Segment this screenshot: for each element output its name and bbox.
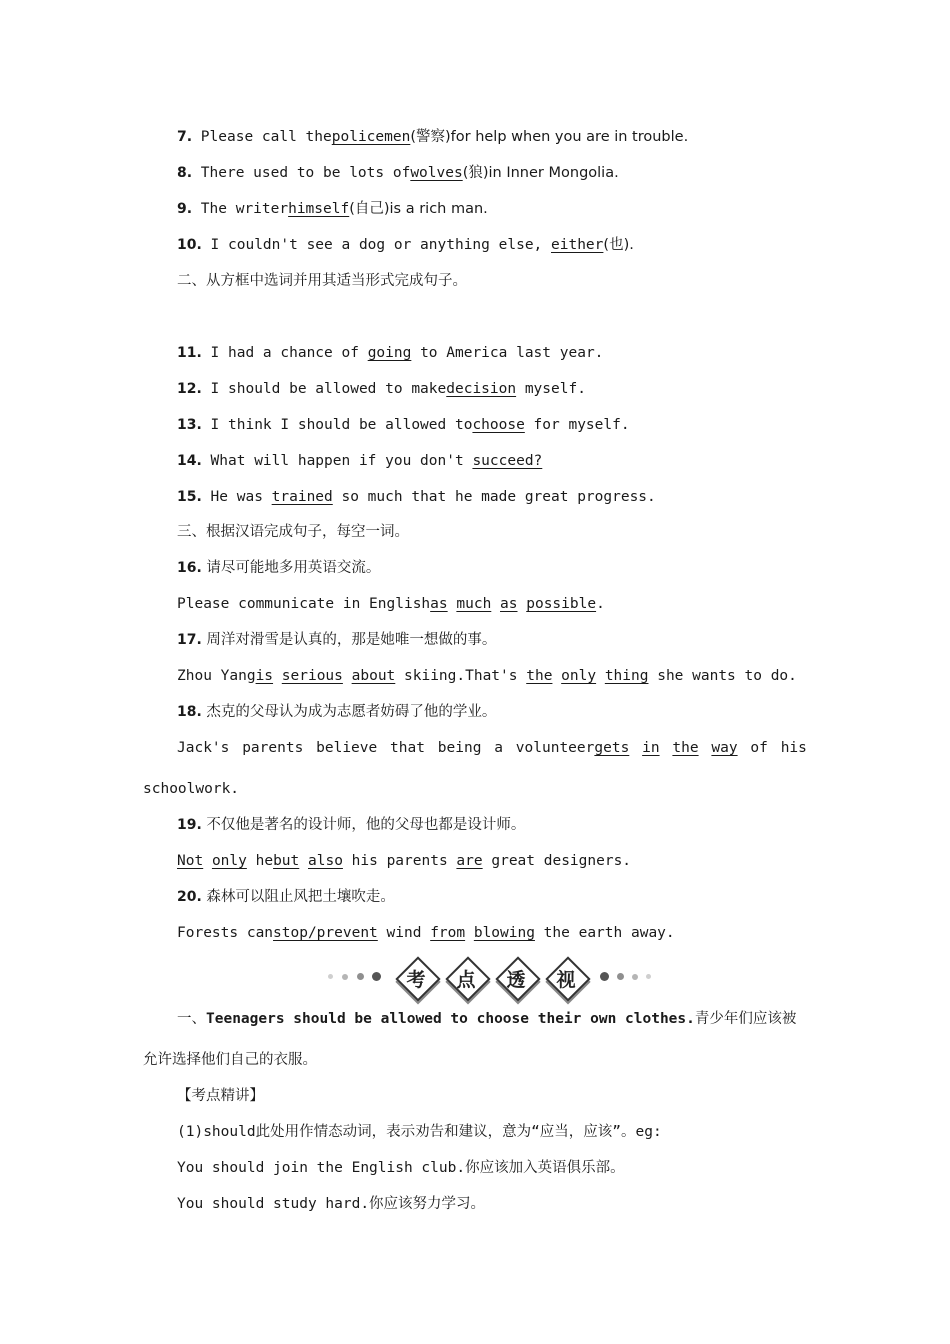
answer: decision (446, 381, 517, 397)
answer: choose (472, 417, 525, 433)
question-number: 20. (177, 889, 202, 905)
section-3-title: 三、根据汉语完成句子，每空一词。 (177, 524, 409, 540)
banner-diamond (396, 957, 436, 997)
answer: going (367, 345, 412, 361)
word: that (390, 740, 425, 756)
banner-char: 考 (406, 969, 426, 991)
key-point-1 (177, 1009, 796, 1029)
answer: way (711, 740, 738, 756)
key-point-1-continuation: 允许选择他们自己的衣服。 (143, 1052, 317, 1068)
question-number: 12. (177, 381, 202, 397)
question-text: I had a chance of (201, 345, 368, 361)
banner-char: 点 (456, 969, 476, 991)
example-sentence: You should study hard.你应该努力学习。 (177, 1196, 486, 1212)
word-group (516, 738, 630, 758)
word: being (437, 740, 482, 756)
question-text: Please call the (192, 129, 332, 145)
question-text: I should be allowed to make (201, 381, 447, 397)
answer: blowing (473, 925, 535, 941)
answer: trained (271, 489, 333, 505)
explanation-note: (1)should此处用作情态动词，表示劝告和建议，意为“应当，应该”。eg: (177, 1124, 662, 1140)
question-text: What will happen if you don't (201, 453, 473, 469)
banner-char: 透 (506, 969, 526, 991)
question-text: (也). (603, 237, 634, 253)
answer: Not (177, 853, 204, 869)
question-18-answer (177, 738, 807, 758)
dot-decoration (357, 973, 364, 980)
question-20-prompt (177, 887, 395, 907)
banner-diamond (446, 957, 486, 997)
dot-decoration (646, 974, 651, 979)
question-text: He was (201, 489, 272, 505)
answer: from (430, 925, 466, 941)
word: volunteer (515, 740, 595, 756)
word: believe (316, 740, 378, 756)
question-text: (警察)for help when you are in trouble. (410, 129, 689, 145)
sentence-text: . (596, 596, 605, 612)
answer: policemen (331, 129, 411, 145)
question-text: There used to be lots of (192, 165, 411, 181)
question-20-answer (177, 923, 675, 943)
chinese-prompt: 杰克的父母认为成为志愿者妨碍了他的学业。 (201, 704, 497, 720)
answer: possible (526, 596, 597, 612)
answer: in (642, 740, 660, 756)
dot-decoration (600, 972, 609, 981)
point-translation: 青少年们应该被 (694, 1011, 797, 1027)
chinese-prompt: 周洋对滑雪是认真的，那是她唯一想做的事。 (201, 632, 497, 648)
answer: either (551, 237, 604, 253)
question-number: 9. (177, 201, 193, 217)
question-12 (177, 379, 586, 399)
question-text: for myself. (524, 417, 630, 433)
chinese-prompt: 请尽可能地多用英语交流。 (201, 560, 381, 576)
question-19-prompt (177, 815, 525, 835)
dot-decoration (372, 972, 381, 981)
question-number: 16. (177, 560, 202, 576)
answer: about (351, 668, 396, 684)
answer: as (430, 596, 448, 612)
question-16-prompt (177, 558, 380, 578)
question-text: (狼)in Inner Mongolia. (462, 165, 619, 181)
question-number: 17. (177, 632, 202, 648)
answer: also (308, 853, 343, 869)
section-banner (328, 954, 658, 1000)
question-number: 10. (177, 237, 202, 253)
sentence-text: the earth away. (534, 925, 675, 941)
question-18-continuation: schoolwork. (143, 781, 240, 797)
question-18-prompt (177, 702, 496, 722)
sentence-text: great designers. (482, 853, 632, 869)
question-number: 14. (177, 453, 202, 469)
sentence-text: Zhou Yang (177, 668, 256, 684)
answer: the (526, 668, 553, 684)
question-16-answer (177, 594, 605, 614)
answer: as (500, 596, 518, 612)
key-point-heading: 【考点精讲】 (177, 1088, 264, 1104)
answer: but (273, 853, 300, 869)
answer: wolves (410, 165, 463, 181)
question-17-prompt (177, 630, 496, 650)
answer: succeed? (472, 453, 543, 469)
banner-diamond (496, 957, 536, 997)
sentence-text: she wants to do. (648, 668, 797, 684)
question-17-answer (177, 666, 797, 686)
answer: serious (281, 668, 343, 684)
question-text: so much that he made great progress. (332, 489, 656, 505)
banner-diamond (546, 957, 586, 997)
question-13 (177, 415, 630, 435)
answer: himself (288, 201, 350, 217)
question-10 (177, 235, 634, 255)
chinese-prompt: 不仅他是著名的设计师，他的父母也都是设计师。 (201, 817, 526, 833)
sentence-text: he (255, 853, 274, 869)
answer: gets (594, 740, 630, 756)
sentence-text: Please communicate in English (177, 596, 431, 612)
question-11 (177, 343, 603, 363)
answer: stop/prevent (273, 925, 378, 941)
banner-char: 视 (556, 969, 576, 991)
question-8 (177, 163, 619, 183)
answer: much (456, 596, 492, 612)
word: parents (242, 740, 304, 756)
answer: is (255, 668, 274, 684)
question-number: 7. (177, 129, 193, 145)
word: of (750, 740, 768, 756)
question-number: 11. (177, 345, 202, 361)
dot-decoration (617, 973, 624, 980)
answer: the (672, 740, 699, 756)
question-text: (自己)is a rich man. (349, 201, 488, 217)
example-sentence: You should join the English club.你应该加入英语俱乐部。 (177, 1160, 625, 1176)
question-number: 15. (177, 489, 202, 505)
question-9 (177, 199, 488, 219)
answer: only (561, 668, 597, 684)
dot-decoration (632, 974, 638, 980)
dot-decoration (342, 974, 348, 980)
question-text: I think I should be allowed to (201, 417, 473, 433)
section-2-title: 二、从方框中选词并用其适当形式完成句子。 (177, 273, 467, 289)
question-number: 18. (177, 704, 202, 720)
sentence-text: Forests can (177, 925, 274, 941)
sentence-text: skiing.That's (395, 668, 527, 684)
question-text: to America last year. (411, 345, 604, 361)
answer: thing (604, 668, 649, 684)
question-19-answer (177, 851, 631, 871)
word: Jack's (177, 740, 230, 756)
sentence-text: his parents (342, 853, 457, 869)
question-text: I couldn't see a dog or anything else, (201, 237, 552, 253)
question-14 (177, 451, 542, 471)
question-text: The writer (192, 201, 289, 217)
question-text: myself. (516, 381, 586, 397)
chinese-prompt: 森林可以阻止风把土壤吹走。 (201, 889, 395, 905)
answer: only (211, 853, 247, 869)
dot-decoration (328, 974, 333, 979)
question-number: 19. (177, 817, 202, 833)
question-7 (177, 127, 688, 147)
word: a (494, 740, 503, 756)
answer: are (456, 853, 483, 869)
word: his (780, 740, 807, 756)
point-prefix: 一、 (177, 1011, 206, 1027)
question-number: 8. (177, 165, 193, 181)
question-15 (177, 487, 656, 507)
point-sentence: Teenagers should be allowed to choose their own clothes. (206, 1011, 695, 1027)
sentence-text: wind (377, 925, 431, 941)
question-number: 13. (177, 417, 202, 433)
